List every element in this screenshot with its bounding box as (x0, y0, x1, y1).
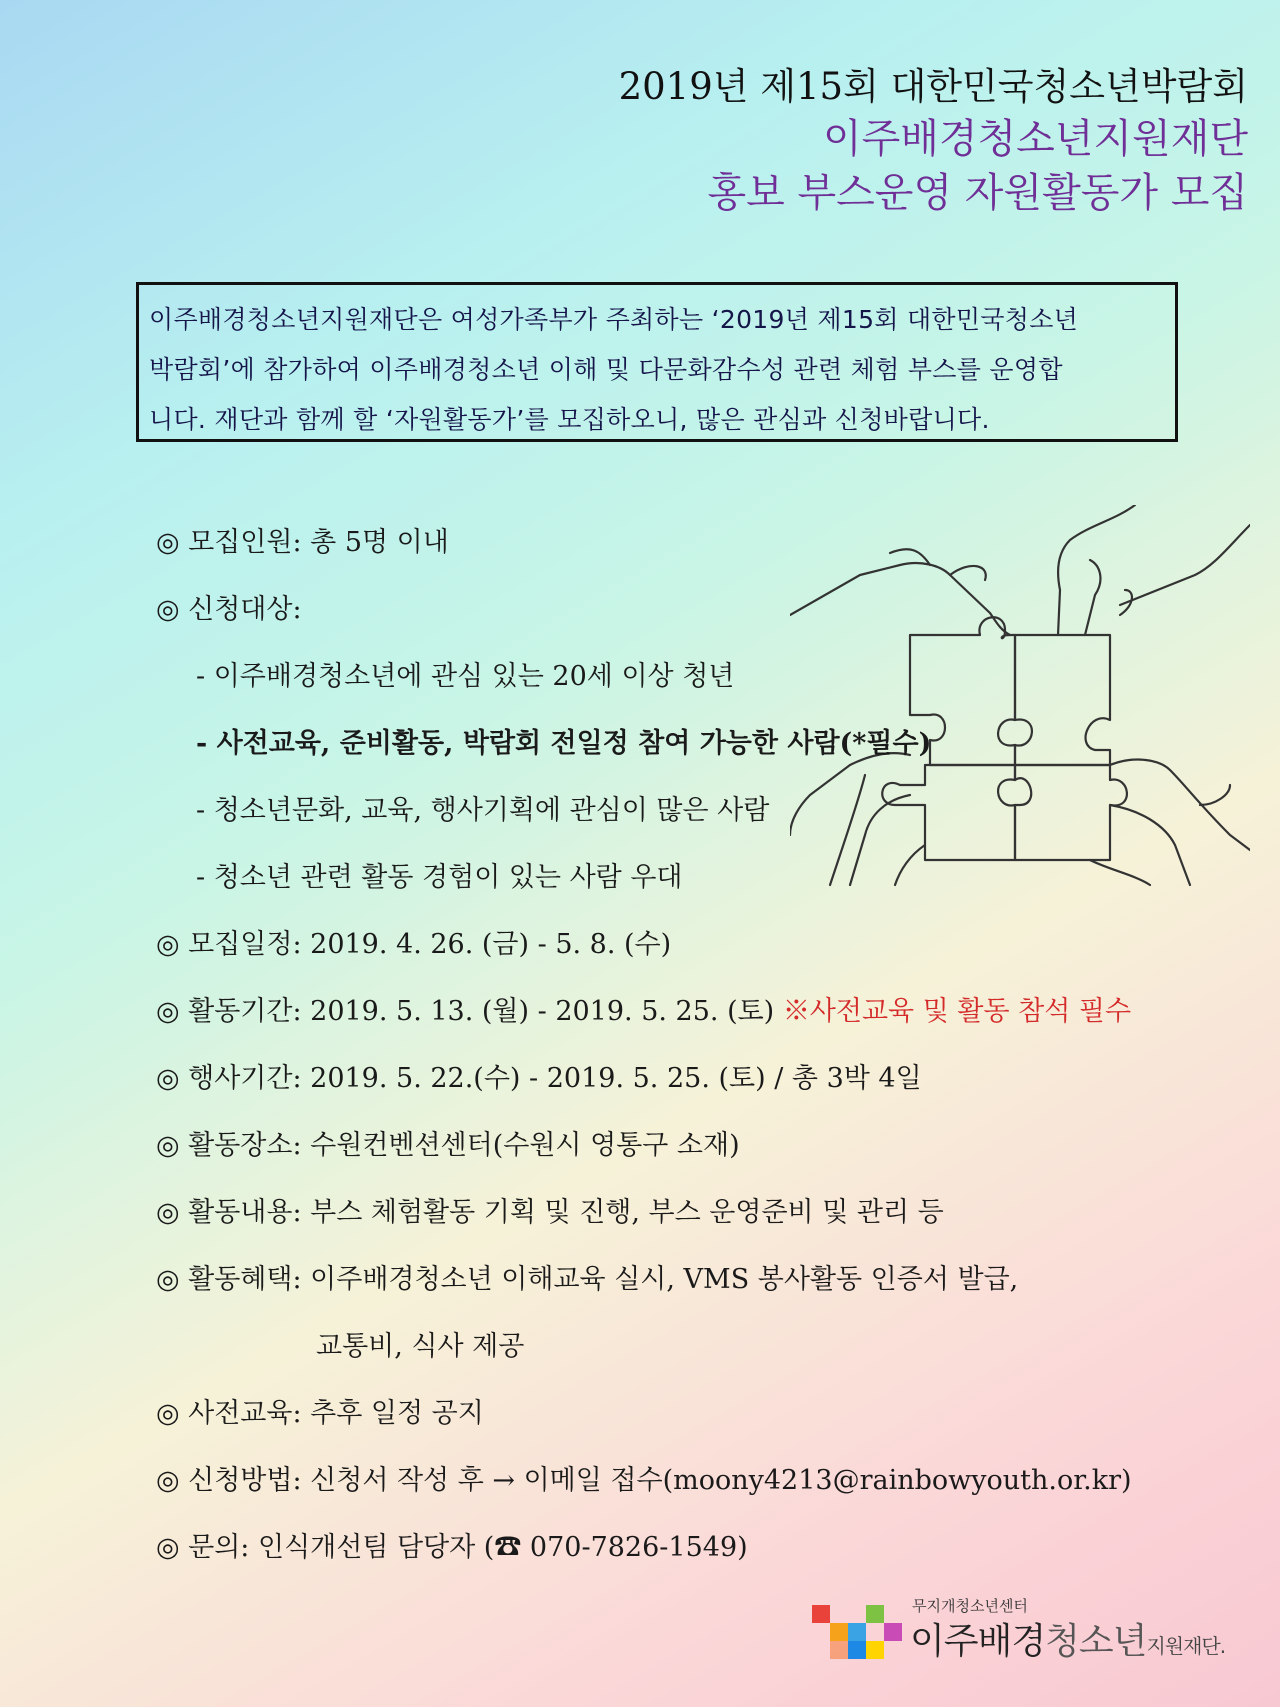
event-name: 2019년 제15회 대한민국청소년박람회 (618, 65, 1248, 108)
foundation-logo (812, 1595, 1232, 1675)
contact-info: ◎ 문의: 인식개선팀 담당자 (☎ 070-7826-1549) (156, 1532, 748, 1563)
activity-period-text: ◎ 활동기간: 2019. 5. 13. (월) - 2019. 5. 25. (토) (156, 996, 783, 1027)
logo-square (848, 1623, 866, 1641)
intro-box (136, 282, 1178, 442)
target-item-required: - 사전교육, 준비활동, 박람회 전일정 참여 가능한 사람(*필수) (196, 728, 932, 759)
logo-square (866, 1641, 884, 1659)
activity-content: ◎ 활동내용: 부스 체험활동 기획 및 진행, 부스 운영준비 및 관리 등 (156, 1197, 944, 1228)
logo-square (812, 1605, 830, 1623)
recruit-count: ◎ 모집인원: 총 5명 이내 (156, 527, 449, 558)
event-period: ◎ 행사기간: 2019. 5. 22.(수) - 2019. 5. 25. (토) / 총 3박 4일 (156, 1063, 922, 1094)
logo-square (848, 1641, 866, 1659)
logo-title (910, 1613, 1225, 1664)
logo-square (830, 1641, 848, 1659)
recruit-schedule: ◎ 모집일정: 2019. 4. 26. (금) - 5. 8. (수) (156, 929, 672, 960)
target-item: - 이주배경청소년에 관심 있는 20세 이상 청년 (196, 661, 735, 692)
logo-subtitle: 무지개청소년센터 (912, 1597, 1028, 1615)
activity-benefits: ◎ 활동혜택: 이주배경청소년 이해교육 실시, VMS 봉사활동 인증서 발급, (156, 1264, 1019, 1295)
apply-method: ◎ 신청방법: 신청서 작성 후 → 이메일 접수(moony4213@rainbowyouth.or.kr) (156, 1465, 1132, 1496)
page-title-line2: 홍보 부스운영 자원활동가 모집 (707, 170, 1248, 216)
intro-line: 니다. 재단과 함께 할 ‘자원활동가’를 모집하오니, 많은 관심과 신청바랍니다. (149, 405, 990, 434)
intro-line: 박람회’에 참가하여 이주배경청소년 이해 및 다문화감수성 관련 체험 부스를 운영합 (149, 355, 1063, 384)
target-label: ◎ 신청대상: (156, 594, 302, 625)
logo-square (884, 1623, 902, 1641)
details-list (156, 518, 1256, 1590)
page-header (619, 62, 1248, 220)
logo-title-part: 이주배경 (910, 1621, 1046, 1662)
intro-line: 이주배경청소년지원재단은 여성가족부가 주최하는 ‘2019년 제15회 대한민국청소년 (149, 305, 1079, 334)
logo-title-part: 지원재단. (1146, 1634, 1226, 1658)
logo-square (866, 1605, 884, 1623)
activity-benefits-cont: 교통비, 식사 제공 (316, 1331, 525, 1362)
target-item: - 청소년 관련 활동 경험이 있는 사람 우대 (196, 862, 683, 893)
logo-title-part: 청소년 (1045, 1621, 1147, 1662)
activity-place: ◎ 활동장소: 수원컨벤션센터(수원시 영통구 소재) (156, 1130, 740, 1161)
page-title-line1: 이주배경청소년지원재단 (822, 116, 1248, 162)
activity-period-note: ※사전교육 및 활동 참석 필수 (782, 996, 1132, 1027)
target-item: - 청소년문화, 교육, 행사기획에 관심이 많은 사람 (196, 795, 770, 826)
activity-period (156, 987, 1256, 1054)
logo-square (830, 1623, 848, 1641)
pre-education: ◎ 사전교육: 추후 일정 공지 (156, 1398, 484, 1429)
